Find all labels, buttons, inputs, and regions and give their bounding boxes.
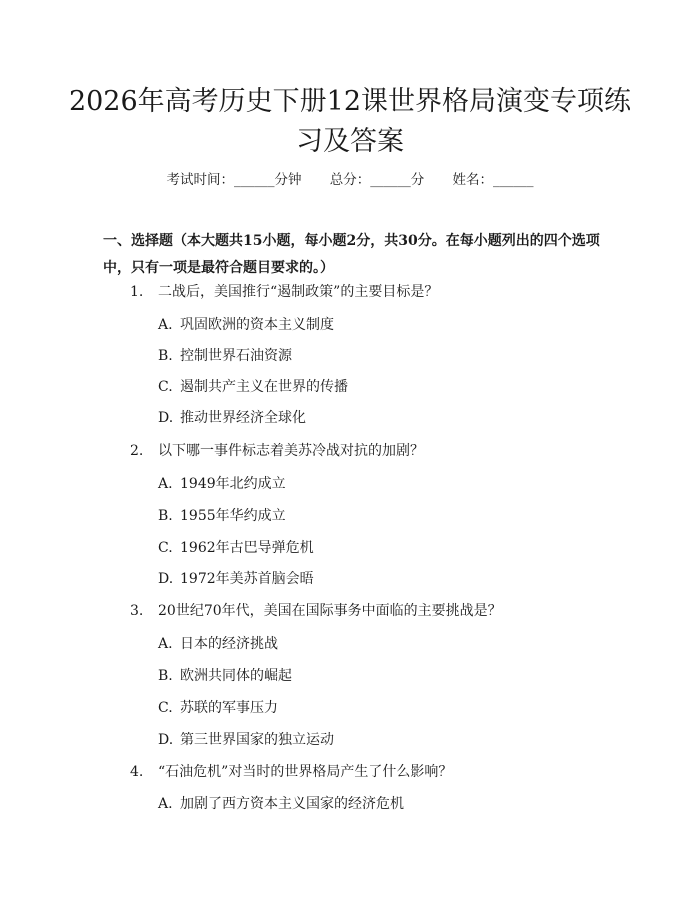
question-text: 二战后，美国推行“遏制政策”的主要目标是？ (158, 284, 439, 300)
option-3a (158, 633, 278, 653)
option-letter: D. (158, 571, 174, 587)
document-title: 2026年高考历史下册12课世界格局演变专项练习及答案 (68, 86, 632, 157)
option-letter: C. (158, 540, 173, 556)
option-text: 1962年古巴导弹危机 (180, 540, 314, 556)
option-text: 第三世界国家的独立运动 (180, 732, 334, 748)
exam-info (0, 168, 700, 188)
option-4a (158, 793, 404, 813)
question-number: 1. (130, 284, 144, 300)
question-text: 20世纪70年代，美国在国际事务中面临的主要挑战是？ (158, 603, 502, 619)
option-letter: A. (158, 796, 173, 812)
option-1d (158, 407, 306, 427)
option-1c (158, 376, 348, 396)
exam-time: 考试时间：______分钟 (166, 172, 302, 188)
option-letter: B. (158, 668, 173, 684)
option-text: 1955年华约成立 (180, 508, 286, 524)
section-header: 一、选择题（本大题共15小题，每小题2分，共30分。在每小题列出的四个选项中，只有一项是最符合题目要求的。） (103, 233, 600, 276)
option-letter: A. (158, 636, 173, 652)
option-letter: A. (158, 476, 173, 492)
option-text: 遏制共产主义在世界的传播 (180, 379, 348, 395)
question-number: 4. (130, 764, 144, 780)
option-text: 推动世界经济全球化 (180, 410, 306, 426)
question-number: 2. (130, 443, 144, 459)
question-2 (130, 440, 424, 460)
option-text: 日本的经济挑战 (180, 636, 278, 652)
option-letter: A. (158, 317, 173, 333)
option-3c (158, 697, 278, 717)
option-2c (158, 537, 314, 557)
option-letter: C. (158, 700, 173, 716)
question-4 (130, 761, 452, 781)
option-text: 控制世界石油资源 (180, 348, 292, 364)
question-text: “石油危机”对当时的世界格局产生了什么影响？ (158, 764, 453, 780)
option-letter: B. (158, 508, 173, 524)
option-text: 加剧了西方资本主义国家的经济危机 (180, 796, 404, 812)
option-1b (158, 345, 292, 365)
option-letter: D. (158, 410, 174, 426)
exam-score: 总分：______分 (329, 172, 425, 188)
option-2a (158, 473, 286, 493)
option-text: 苏联的军事压力 (180, 700, 278, 716)
option-3b (158, 665, 292, 685)
option-letter: C. (158, 379, 173, 395)
option-letter: D. (158, 732, 174, 748)
question-text: 以下哪一事件标志着美苏冷战对抗的加剧？ (158, 443, 424, 459)
question-number: 3. (130, 603, 144, 619)
option-2b (158, 505, 286, 525)
option-text: 巩固欧洲的资本主义制度 (180, 317, 334, 333)
option-1a (158, 314, 334, 334)
question-3 (130, 600, 502, 620)
option-2d (158, 568, 314, 588)
option-text: 欧洲共同体的崛起 (180, 668, 292, 684)
option-letter: B. (158, 348, 173, 364)
exam-name: 姓名：______ (452, 172, 534, 188)
option-3d (158, 729, 334, 749)
option-text: 1949年北约成立 (180, 476, 286, 492)
option-text: 1972年美苏首脑会晤 (180, 571, 314, 587)
question-1 (130, 281, 438, 301)
